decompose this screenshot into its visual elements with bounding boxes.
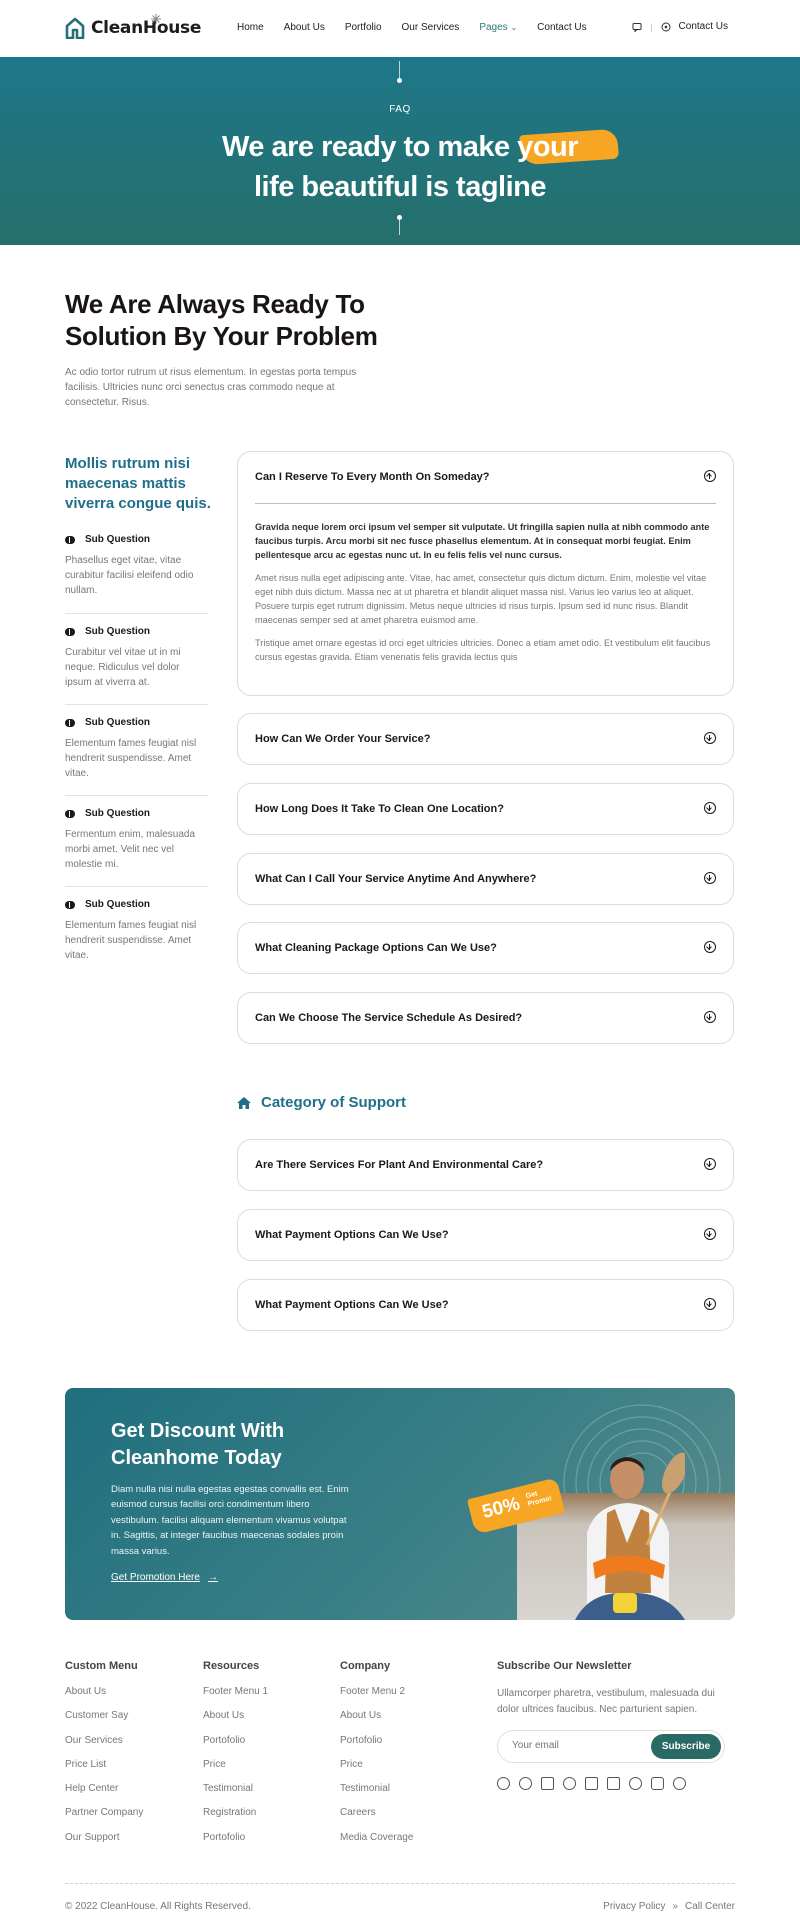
footer-link[interactable]: Price List [65,1758,107,1770]
expand-icon[interactable] [704,872,716,884]
sidebar-divider [65,704,208,705]
call-center-link[interactable]: Call Center [684,1901,735,1912]
footer-link[interactable]: Testimonial [340,1783,391,1795]
section-description: Ac odio tortor rutrum ut risus elementum. In egestas porta tempus facilisis. Ultricies nunc orci senectus cras commodo neque at consectetur. Risus. [65,367,357,408]
nav-pages[interactable] [479,22,517,33]
discount-value: 50% [480,1493,523,1523]
footer-link[interactable]: Registration [203,1807,257,1819]
sidebar-divider [65,795,208,796]
hero-label: FAQ [389,104,411,115]
dribbble-icon[interactable] [563,1777,576,1790]
sub-question-label: Sub Question [85,808,150,819]
header-separator: | [650,21,653,32]
hero-decor-line-top [399,61,400,81]
footer-link[interactable]: Testimonial [203,1783,254,1795]
sidebar-item[interactable] [65,534,208,598]
main-nav [237,22,587,33]
category-heading-text: Category of Support [261,1094,406,1111]
tiktok-icon[interactable] [585,1777,598,1790]
footer-column [340,1660,413,1856]
footer-link[interactable]: Our Support [65,1831,120,1843]
sidebar-heading: Mollis rutrum nisi maecenas mattis viverra congue quis. [65,455,211,512]
faq-answer [255,520,716,673]
promo-link-label: Get Promotion Here [111,1572,200,1583]
whatsapp-icon[interactable] [519,1777,532,1790]
slack-icon[interactable] [607,1777,620,1790]
newsletter [497,1660,729,1790]
sparkle-icon [151,14,161,24]
faq-item[interactable] [237,1209,734,1261]
faq-item[interactable] [237,713,734,765]
sub-question-label: Sub Question [85,626,150,637]
arrow-right-icon: → [207,1572,218,1583]
toggle-icon [65,810,75,818]
footer-link[interactable]: Careers [340,1807,376,1819]
category-heading [237,1094,406,1111]
faq-item[interactable] [237,853,734,905]
sub-question [65,534,208,545]
house-logo-icon [65,17,85,39]
faq-answer-para: Amet risus nulla eget adipiscing ante. Vitae, hac amet, consectetur quis dictum dictum. Enim, molestie vel vitae eget nibh duis dictum. Massa nec at ut pharetra et blandit aliquet massa nisl. Varius leo varius leo at aliquet. Posuere turpis eget rutrum dignissim. Metus neque ultricies id risus turpis. Ipsum sed id nunc risus. Blandit maecenas semper sed at amet pharetra euismod ame. [255,573,707,625]
sidebar-divider [65,886,208,887]
hero-banner [0,57,800,245]
toggle-icon [65,901,75,909]
sub-question-text: Curabitur vel vitae ut in mi neque. Ridiculus vel dolor ipsum at viverra at. [65,647,181,688]
faq-question: Can We Choose The Service Schedule As Desired? [255,1012,523,1024]
email-input[interactable] [512,1740,632,1751]
promo-banner [65,1388,735,1620]
footer-link[interactable]: About Us [340,1710,382,1722]
newsletter-title: Subscribe Our Newsletter [497,1660,632,1672]
logo[interactable] [65,17,201,39]
footer-link[interactable]: Price [203,1758,226,1770]
sub-question-text: Elementum fames feugiat nisl hendrerit suspendisse. Amet vitae. [65,738,197,779]
nav-home[interactable]: Home [237,22,264,33]
sub-question-label: Sub Question [85,717,150,728]
faq-question: What Cleaning Package Options Can We Use? [255,942,497,954]
expand-icon[interactable] [704,1228,716,1240]
footer-link[interactable]: Partner Company [65,1807,144,1819]
nav-about[interactable]: About Us [283,22,325,33]
faq-question: What Payment Options Can We Use? [255,1299,449,1311]
sidebar-divider [65,613,208,614]
faq-item[interactable] [237,1139,734,1191]
social-links [497,1777,729,1790]
subscribe-button[interactable]: Subscribe [651,1734,721,1759]
faq-answer-lead: Gravida neque lorem orci ipsum vel semper sit vulputate. Ut fringilla sapien nulla at nibh commodo ante faucibus turpis. Arcu morbi sit nec fusce phasellus elementum. At in consequat morbi feugiat. Enim pellentesque arcu ac egestas nunc ut. In eu felis felis vel nunc cursus. [255,522,710,560]
expand-icon[interactable] [704,1158,716,1170]
newsletter-text: Ullamcorper pharetra, vestibulum, malesuada dui dolor ultrices faucibus. Nec parturient sapien. [497,1688,715,1715]
footer-link[interactable]: About Us [65,1686,107,1697]
footer-column-title: Resources [203,1660,260,1672]
sub-question-label: Sub Question [85,534,150,545]
promo-text: Diam nulla nisi nulla egestas egestas convallis est. Enim euismod cursus facilisi orci condimentum libero vestibulum. facilisi aliquam elementum vivamus volutpat in. Sagittis, at integer faucibus maecenas sodales proin massa varius. [111,1484,349,1557]
promo-link[interactable] [111,1572,218,1583]
sub-question [65,717,208,728]
discount-note: Get Promo! [525,1490,553,1508]
section-title: We Are Always Ready To Solution By Your Problem [65,289,378,351]
sidebar-item[interactable] [65,899,208,963]
header-contact-link[interactable]: Contact Us [678,21,728,32]
messenger-icon[interactable] [629,1777,642,1790]
expand-icon[interactable] [704,802,716,814]
faq-item[interactable] [237,992,734,1044]
nav-services[interactable]: Our Services [401,22,460,33]
footer-link[interactable]: Media Coverage [340,1831,414,1843]
sub-question-text: Phasellus eget vitae, vitae curabitur facilisi eleifend odio nullam. [65,555,194,596]
footer-link[interactable]: Portofolio [203,1831,246,1843]
sub-question-text: Fermentum enim, malesuada morbi amet. Velit nec vel molestie mi. [65,829,196,870]
whatsapp-icon [661,22,671,32]
privacy-policy-link[interactable]: Privacy Policy [603,1901,666,1912]
instagram-icon[interactable] [651,1777,664,1790]
site-header [0,0,800,57]
footer-link[interactable]: Our Services [65,1734,123,1746]
footer-link[interactable]: Footer Menu 1 [203,1686,269,1697]
footer-link[interactable]: Price [340,1758,363,1770]
sidebar-item[interactable] [65,808,208,872]
skype-icon[interactable] [497,1777,510,1790]
hero-decor-line-bottom [399,217,400,235]
expand-icon[interactable] [704,732,716,744]
sidebar-item[interactable] [65,717,208,781]
faq-question: Are There Services For Plant And Environmental Care? [255,1159,544,1171]
nav-contact[interactable]: Contact Us [537,22,587,33]
faq-question: Can I Reserve To Every Month On Someday? [255,471,490,483]
google-icon[interactable] [673,1777,686,1790]
faq-item[interactable] [237,922,734,974]
faq-item-open[interactable] [237,451,734,696]
hero-title-line1: We are ready to make your [221,131,579,163]
chat-icon[interactable] [632,22,642,32]
faq-question: What Payment Options Can We Use? [255,1229,449,1241]
sub-question [65,899,208,910]
logo-text: CleanHouse [91,18,202,38]
hero-title [0,127,800,207]
sub-question [65,808,208,819]
toggle-icon [65,628,75,636]
footer-column-title: Company [340,1660,391,1672]
footer-column-title: Custom Menu [65,1660,138,1672]
faq-item[interactable] [237,783,734,835]
toggle-icon [65,536,75,544]
collapse-icon[interactable] [704,470,716,482]
footer-divider [65,1883,735,1884]
footer-link[interactable]: About Us [203,1710,245,1722]
faq-question: How Long Does It Take To Clean One Location? [255,803,504,815]
copyright: © 2022 CleanHouse. All Rights Reserved. [65,1901,251,1912]
hero-title-line2: life beautiful is tagline [253,171,547,203]
faq-question: How Can We Order Your Service? [255,733,431,745]
footer-link[interactable]: Footer Menu 2 [340,1686,406,1697]
promo-title: Get Discount With Cleanhome Today [111,1420,285,1469]
footer-column [65,1660,143,1856]
legal-separator: » [672,1901,678,1912]
expand-icon[interactable] [704,941,716,953]
faq-item[interactable] [237,1279,734,1331]
sub-question-label: Sub Question [85,899,150,910]
faq-question: What Can I Call Your Service Anytime And Anywhere? [255,873,537,885]
legal-links [603,1901,735,1912]
faq-answer-para: Tristique amet ornare egestas id orci eget ultricies ultricies. Donec a etiam amet odio. Et vestibulum elit faucibus cursus egestas gravida. Etiam venenatis felis gravida lectus quis [255,638,711,662]
twitch-icon[interactable] [541,1777,554,1790]
newsletter-form [497,1730,725,1763]
toggle-icon [65,719,75,727]
footer-column [203,1660,268,1856]
nav-pages-label: Pages [479,22,508,33]
expand-icon[interactable] [704,1011,716,1023]
footer-link[interactable]: Help Center [65,1783,119,1795]
sidebar-item[interactable] [65,626,208,690]
footer-link[interactable]: Portofolio [340,1734,383,1746]
home-icon [237,1097,251,1109]
cleaner-photo [575,1443,685,1620]
nav-portfolio[interactable]: Portfolio [344,22,382,33]
expand-icon[interactable] [704,1298,716,1310]
sub-question-text: Elementum fames feugiat nisl hendrerit suspendisse. Amet vitae. [65,920,197,961]
chevron-down-icon: ⌄ [510,23,518,32]
header-actions [632,21,728,32]
footer-link[interactable]: Customer Say [65,1710,129,1722]
sub-question [65,626,208,637]
footer-link[interactable]: Portofolio [203,1734,246,1746]
faq-divider [255,503,716,504]
